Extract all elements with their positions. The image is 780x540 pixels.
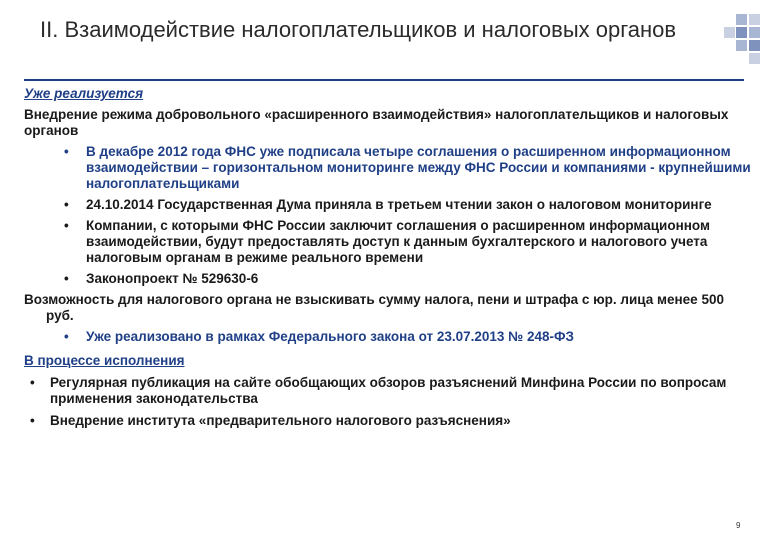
- list-item: • Внедрение института «предварительного налогового разъяснения»: [30, 413, 511, 428]
- list-item: • Компании, с которыми ФНС России заключит соглашения о расширенном информационном взаимодействии, будут предоставлять доступ к данным бухгалтерского и налогового учета налоговым органам в режиме реального времени: [64, 218, 710, 265]
- list-item: • 24.10.2014 Государственная Дума приняла в третьем чтении закон о налоговом мониторинге: [64, 197, 712, 212]
- paragraph-expanded-interaction: Внедрение режима добровольного «расширенного взаимодействия» налогоплательщиков и налоговых органов: [24, 107, 729, 138]
- title-divider: [24, 79, 744, 81]
- bullet-icon: •: [64, 271, 69, 286]
- list-item: • В декабре 2012 года ФНС уже подписала четыре соглашения о расширенном информационном взаимодействии – горизонтальном мониторинге между ФНС России и компаниями - крупнейшими налогоплательщиками: [64, 144, 751, 191]
- list-item: • Уже реализовано в рамках Федерального закона от 23.07.2013 № 248-ФЗ: [64, 329, 574, 344]
- slide-body: [24, 86, 754, 435]
- decorative-squares: [724, 14, 774, 84]
- bullet-list-implemented: [24, 144, 754, 287]
- bullet-list-in-progress: [24, 375, 754, 429]
- bullet-icon: •: [64, 218, 69, 233]
- slide-title: II. Взаимодействие налогоплательщиков и налоговых органов: [40, 17, 677, 42]
- paragraph-tax-waiver: Возможность для налогового органа не взыскивать сумму налога, пени и штрафа с юр. лица менее 500 руб.: [24, 292, 724, 323]
- page-number: 9: [736, 521, 741, 530]
- bullet-list-waiver: [24, 329, 754, 345]
- section-heading-in-progress: В процессе исполнения: [24, 353, 185, 368]
- section-heading-implemented: Уже реализуется: [24, 86, 144, 101]
- bullet-icon: •: [30, 413, 35, 428]
- bullet-icon: •: [64, 329, 69, 344]
- bullet-icon: •: [30, 375, 35, 390]
- bullet-icon: •: [64, 144, 69, 159]
- bullet-icon: •: [64, 197, 69, 212]
- list-item: • Законопроект № 529630-6: [64, 271, 259, 286]
- list-item: • Регулярная публикация на сайте обобщающих обзоров разъяснений Минфина России по вопросам применения законодательства: [30, 375, 727, 406]
